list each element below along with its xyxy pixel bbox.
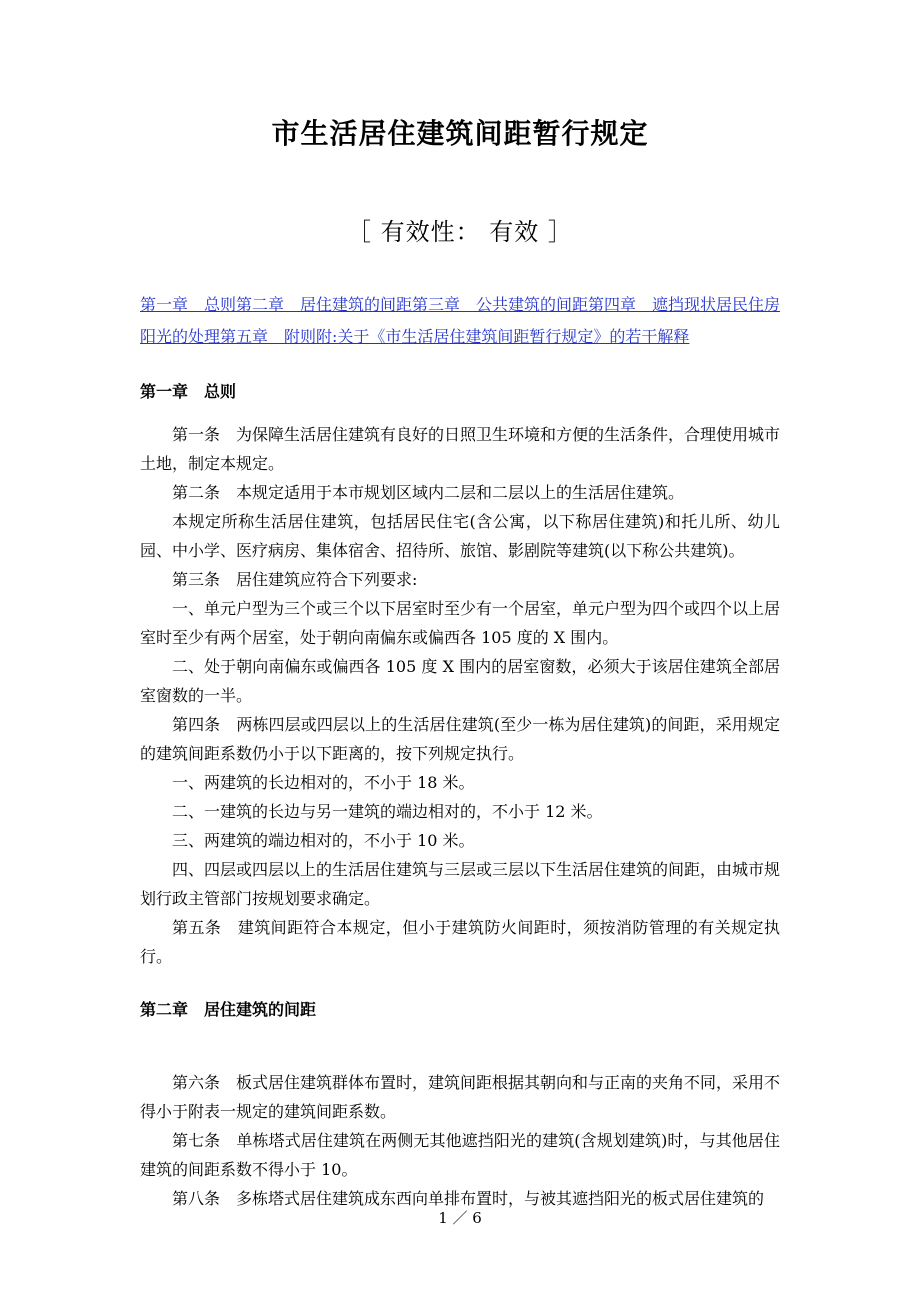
- section-heading: 第一章 总则: [140, 382, 237, 401]
- paragraph: 二、一建筑的长边与另一建筑的端边相对的，不小于 12 米。: [172, 802, 603, 821]
- paragraph: 本规定所称生活居住建筑，包括居民住宅(含公寓，以下称居住建筑)和托儿所、幼儿园、中小学、医疗病房、集体宿舍、招待所、旅馆、影剧院等建筑(以下称公共建筑)。: [140, 512, 780, 560]
- validity-line: ［ 有效性： 有效 ］: [347, 218, 573, 246]
- paragraph: 第七条 单栋塔式居住建筑在两侧无其他遮挡阳光的建筑(含规划建筑)时，与其他居住建筑的间距系数不得小于 10。: [140, 1131, 780, 1179]
- paragraph: 第三条 居住建筑应符合下列要求:: [172, 570, 418, 589]
- paragraph: 一、单元户型为三个或三个以下居室时至少有一个居室，单元户型为四个或四个以上居室时至少有两个居室，处于朝向南偏东或偏西各 105 度的 X 围内。: [140, 599, 781, 647]
- document-body: [140, 377, 780, 1213]
- paragraph: 第二条 本规定适用于本市规划区域内二层和二层以上的生活居住建筑。: [172, 483, 685, 502]
- paragraph-spacer: [140, 1038, 780, 1068]
- paragraph: 一、两建筑的长边相对的，不小于 18 米。: [172, 773, 475, 792]
- section-heading: 第二章 居住建筑的间距: [140, 1000, 317, 1019]
- toc-paragraph: [140, 289, 780, 353]
- paragraph: 第五条 建筑间距符合本规定，但小于建筑防火间距时，须按消防管理的有关规定执行。: [140, 918, 780, 966]
- toc-link[interactable]: 第一章 总则第二章 居住建筑的间距第三章 公共建筑的间距第四章 遮挡现状居民住房阳光的处理第五章 附则附:关于《市生活居住建筑间距暂行规定》的若干解释: [140, 295, 781, 346]
- paragraph: 四、四层或四层以上的生活居住建筑与三层或三层以下生活居住建筑的间距，由城市规划行政主管部门按规划要求确定。: [140, 860, 781, 908]
- paragraph: 第六条 板式居住建筑群体布置时，建筑间距根据其朝向和与正南的夹角不同，采用不得小于附表一规定的建筑间距系数。: [140, 1073, 781, 1121]
- paragraph: 第八条 多栋塔式居住建筑成东西向单排布置时，与被其遮挡阳光的板式居住建筑的: [172, 1189, 765, 1208]
- paragraph: 三、两建筑的端边相对的，不小于 10 米。: [172, 831, 475, 850]
- paragraph: 第四条 两栋四层或四层以上的生活居住建筑(至少一栋为居住建筑)的间距，采用规定的建筑间距系数仍小于以下距离的，按下列规定执行。: [140, 715, 780, 763]
- page-number-footer: 1 ／ 6: [438, 1209, 482, 1227]
- paragraph: 二、处于朝向南偏东或偏西各 105 度 X 围内的居室窗数，必须大于该居住建筑全部居室窗数的一半。: [140, 657, 780, 705]
- paragraph: 第一条 为保障生活居住建筑有良好的日照卫生环境和方便的生活条件，合理使用城市土地，制定本规定。: [140, 425, 781, 473]
- document-title: 市生活居住建筑间距暂行规定: [271, 117, 649, 150]
